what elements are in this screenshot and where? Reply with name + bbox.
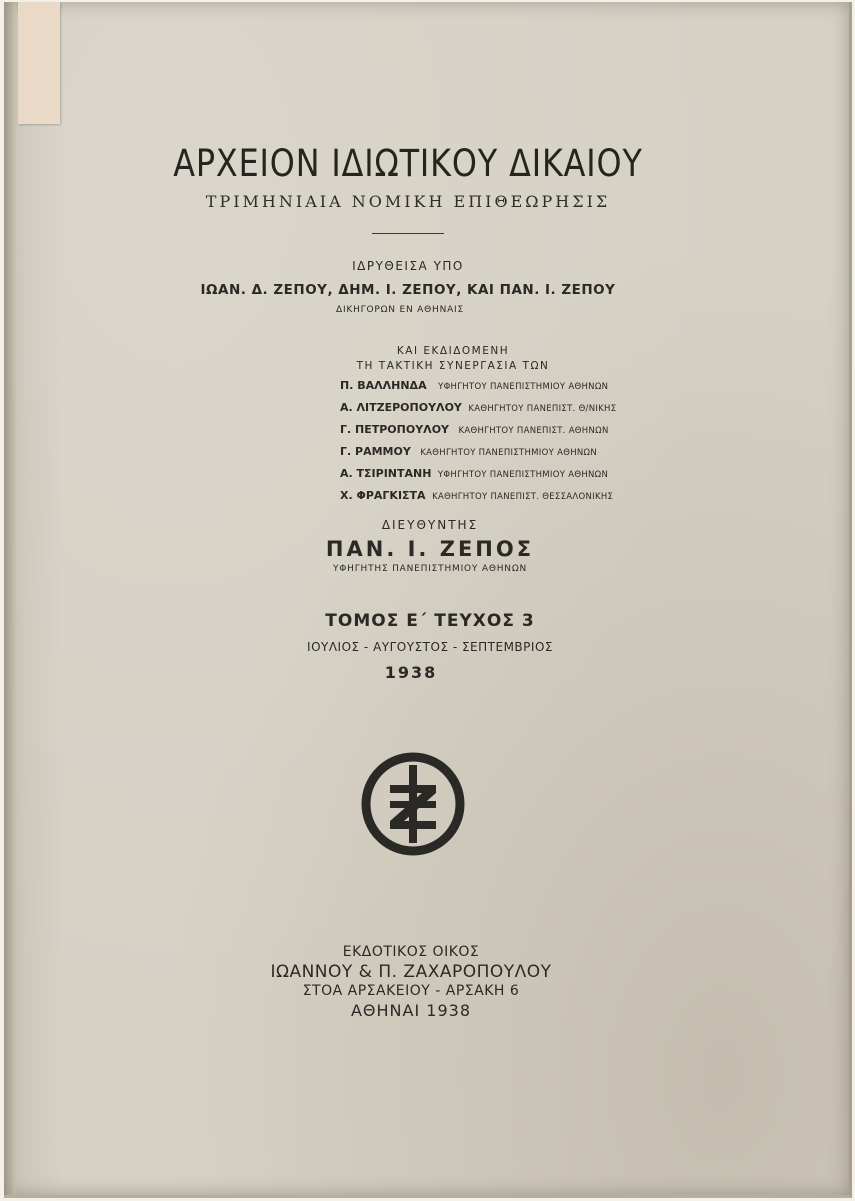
issue-year: 1938	[384, 663, 438, 682]
published-line-1: ΚΑΙ ΕΚΔΙΔΟΜΕΝΗ	[396, 345, 510, 357]
journal-subtitle: ΤΡΙΜΗΝΙΑΙΑ ΝΟΜΙΚΗ ΕΠΙΘΕΩΡΗΣΙΣ	[205, 192, 611, 211]
publisher-city: ΑΘΗΝΑΙ 1938	[350, 1001, 471, 1020]
title-divider	[372, 233, 444, 234]
collaborator-role: ΚΑΘΗΓΗΤΟΥ ΠΑΝΕΠΙΣΤ. Θ/ΝΙΚΗΣ	[468, 404, 617, 414]
collaborator-name: Χ. ΦΡΑΓΚΙΣΤΑ	[340, 489, 426, 502]
collaborator	[340, 379, 609, 392]
collaborator-role: ΥΦΗΓΗΤΟΥ ΠΑΝΕΠΙΣΤΗΜΙΟΥ ΑΘΗΝΩΝ	[437, 470, 609, 480]
publisher-name: ΙΩΑΝΝΟΥ & Π. ΖΑΧΑΡΟΠΟΥΛΟΥ	[270, 962, 552, 982]
director-name: ΠΑΝ. Ι. ΖΕΠΟΣ	[325, 537, 535, 561]
collaborator-name: Α. ΤΣΙΡΙΝΤΑΝΗ	[340, 467, 432, 480]
collaborator-name: Γ. ΠΕΤΡΟΠΟΥΛΟΥ	[340, 423, 450, 436]
issue-months: ΙΟΥΛΙΟΣ - ΑΥΓΟΥΣΤΟΣ - ΣΕΠΤΕΜΒΡΙΟΣ	[307, 640, 553, 654]
collaborator	[340, 423, 609, 436]
publisher-logo	[360, 751, 466, 857]
publisher-label: ΕΚΔΟΤΙΚΟΣ ΟΙΚΟΣ	[342, 944, 480, 960]
director-label: ΔΙΕΥΘΥΝΤΗΣ	[381, 518, 479, 532]
collaborator	[340, 401, 617, 414]
collaborator-name: Α. ΛΙΤΖΕΡΟΠΟΥΛΟΥ	[340, 401, 462, 414]
published-line-2: ΤΗ ΤΑΚΤΙΚΗ ΣΥΝΕΡΓΑΣΙΑ ΤΩΝ	[356, 360, 550, 372]
collaborator	[340, 467, 609, 480]
founders-role: ΔΙΚΗΓΟΡΩΝ ΕΝ ΑΘΗΝΑΙΣ	[336, 305, 464, 315]
collaborator	[340, 489, 614, 502]
collaborator-role: ΚΑΘΗΓΗΤΟΥ ΠΑΝΕΠΙΣΤ. ΘΕΣΣΑΛΟΝΙΚΗΣ	[432, 492, 614, 502]
paper-tab	[18, 2, 60, 124]
publisher-address: ΣΤΟΑ ΑΡΣΑΚΕΙΟΥ - ΑΡΣΑΚΗ 6	[302, 983, 520, 999]
collaborator-role: ΥΦΗΓΗΤΟΥ ΠΑΝΕΠΙΣΤΗΜΙΟΥ ΑΘΗΝΩΝ	[438, 382, 609, 392]
collaborator-name: Γ. ΡΑΜΜΟΥ	[340, 445, 411, 458]
director-role: ΥΦΗΓΗΤΗΣ ΠΑΝΕΠΙΣΤΗΜΙΟΥ ΑΘΗΝΩΝ	[332, 564, 528, 574]
collaborator-name: Π. ΒΑΛΛΗΝΔΑ	[340, 379, 427, 392]
collaborator	[340, 445, 600, 458]
founded-by-label: ΙΔΡΥΘΕΙΣΑ ΥΠΟ	[352, 259, 464, 273]
founders: ΙΩΑΝ. Δ. ΖΕΠΟΥ, ΔΗΜ. Ι. ΖΕΠΟΥ, ΚΑΙ ΠΑΝ. Ι. ΖΕΠΟΥ	[200, 282, 616, 298]
collaborator-role: ΚΑΘΗΓΗΤΟΥ ΠΑΝΕΠΙΣΤ. ΑΘΗΝΩΝ	[458, 426, 609, 436]
volume-issue: ΤΟΜΟΣ Ε΄ ΤΕΥΧΟΣ 3	[325, 611, 535, 631]
collaborator-role: ΚΑΘΗΓΗΤΟΥ ΠΑΝΕΠΙΣΤΗΜΙΟΥ ΑΘΗΝΩΝ	[420, 448, 598, 458]
journal-title: ΑΡΧΕΙΟΝ ΙΔΙΩΤΙΚΟΥ ΔΙΚΑΙΟΥ	[173, 142, 643, 185]
